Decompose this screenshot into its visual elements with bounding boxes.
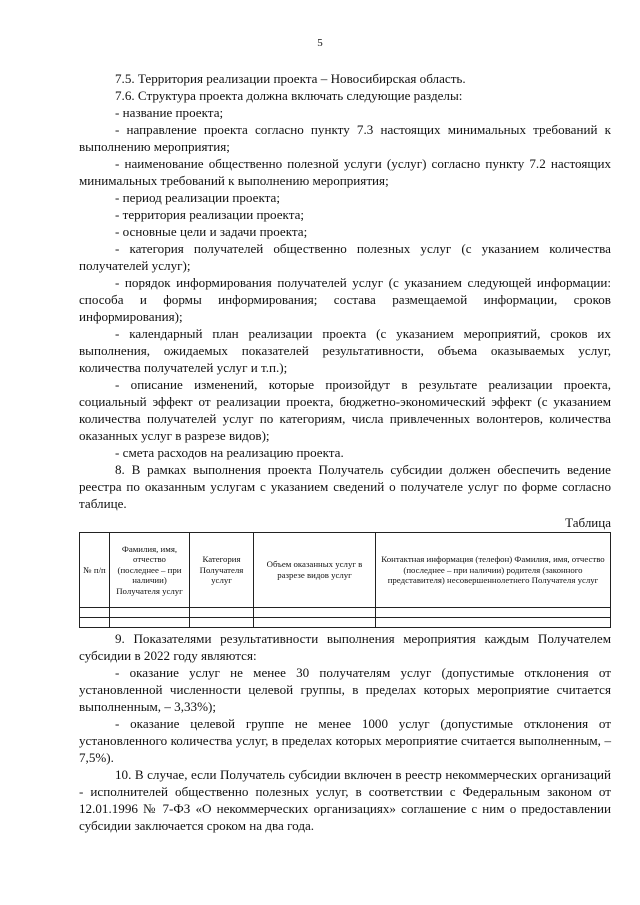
list-item: - территория реализации проекта; bbox=[115, 207, 305, 222]
paragraph-9: 9. Показателями результативности выполнения мероприятия каждым Получателем субсидии в 2022 году являются: bbox=[79, 631, 611, 663]
paragraph-7-5: 7.5. Территория реализации проекта – Новосибирская область. bbox=[115, 71, 466, 86]
page-number: 5 bbox=[317, 37, 323, 49]
list-item: - период реализации проекта; bbox=[115, 190, 280, 205]
header-number: № п/п bbox=[80, 533, 110, 608]
list-item: - описание изменений, которые произойдут в результате реализации проекта, социальный эффект от реализации проекта, бюджетно-экономический эффект (с указанием количества получателей услуг по категориям, числа привлеченных волонтеров, количества оказанных услуг в разрезе видов); bbox=[79, 377, 611, 443]
table-row bbox=[80, 618, 611, 628]
list-item: - направление проекта согласно пункту 7.3 настоящих минимальных требований к выполнению мероприятия; bbox=[79, 122, 611, 154]
paragraph-8: 8. В рамках выполнения проекта Получатель субсидии должен обеспечить ведение реестра по оказанным услугам с указанием сведений о получателе услуг по форме согласно таблице. bbox=[79, 462, 611, 511]
list-item: - оказание услуг не менее 30 получателям услуг (допустимые отклонения от установленной численности целевой группы, в пределах которых мероприятие считается выполненным, – 3,33%); bbox=[79, 665, 611, 714]
header-recipient-name: Фамилия, имя, отчество (последнее – при наличии) Получателя услуг bbox=[110, 533, 190, 608]
header-contact-info: Контактная информация (телефон) Фамилия, имя, отчество (последнее – при наличии) родителя (законного представителя) несовершеннолетнего Получателя услуг bbox=[376, 533, 611, 608]
paragraph-10: 10. В случае, если Получатель субсидии включен в реестр некоммерческих организаций - исполнителей общественно полезных услуг, в соответствии с Федеральным законом от 12.01.1996 № 7-ФЗ «О некоммерческих организациях» соглашение с ним о предоставлении субсидии заключается сроком на два года. bbox=[79, 767, 611, 833]
list-item: - категория получателей общественно полезных услуг (с указанием количества получателей услуг); bbox=[79, 241, 611, 273]
list-item: - оказание целевой группе не менее 1000 услуг (допустимые отклонения от установленного количества услуг, в пределах которых мероприятие считается выполненным, – 7,5%). bbox=[79, 716, 611, 765]
header-recipient-category: Категория Получателя услуг bbox=[190, 533, 254, 608]
paragraph-7-6: 7.6. Структура проекта должна включать следующие разделы: bbox=[115, 88, 463, 103]
table-row bbox=[80, 608, 611, 618]
list-item: - название проекта; bbox=[115, 105, 224, 120]
list-item: - смета расходов на реализацию проекта. bbox=[115, 445, 344, 460]
list-item: - наименование общественно полезной услуги (услуг) согласно пункту 7.2 настоящих минимальных требований к выполнению мероприятия; bbox=[79, 156, 611, 188]
list-item: - основные цели и задачи проекта; bbox=[115, 224, 308, 239]
document-body bbox=[79, 70, 611, 834]
header-services-volume: Объем оказанных услуг в разрезе видов услуг bbox=[254, 533, 376, 608]
list-item: - календарный план реализации проекта (с указанием мероприятий, сроков их выполнения, ожидаемых показателей результативности, объема оказываемых услуг, количества получателей услуг и т.п.); bbox=[79, 326, 611, 375]
table-caption: Таблица bbox=[565, 515, 611, 530]
list-item: - порядок информирования получателей услуг (с указанием следующей информации: способа и формы информирования; состава размещаемой информации, сроков информирования); bbox=[79, 275, 611, 324]
services-registry-table bbox=[79, 532, 611, 628]
table-header-row bbox=[80, 533, 611, 608]
